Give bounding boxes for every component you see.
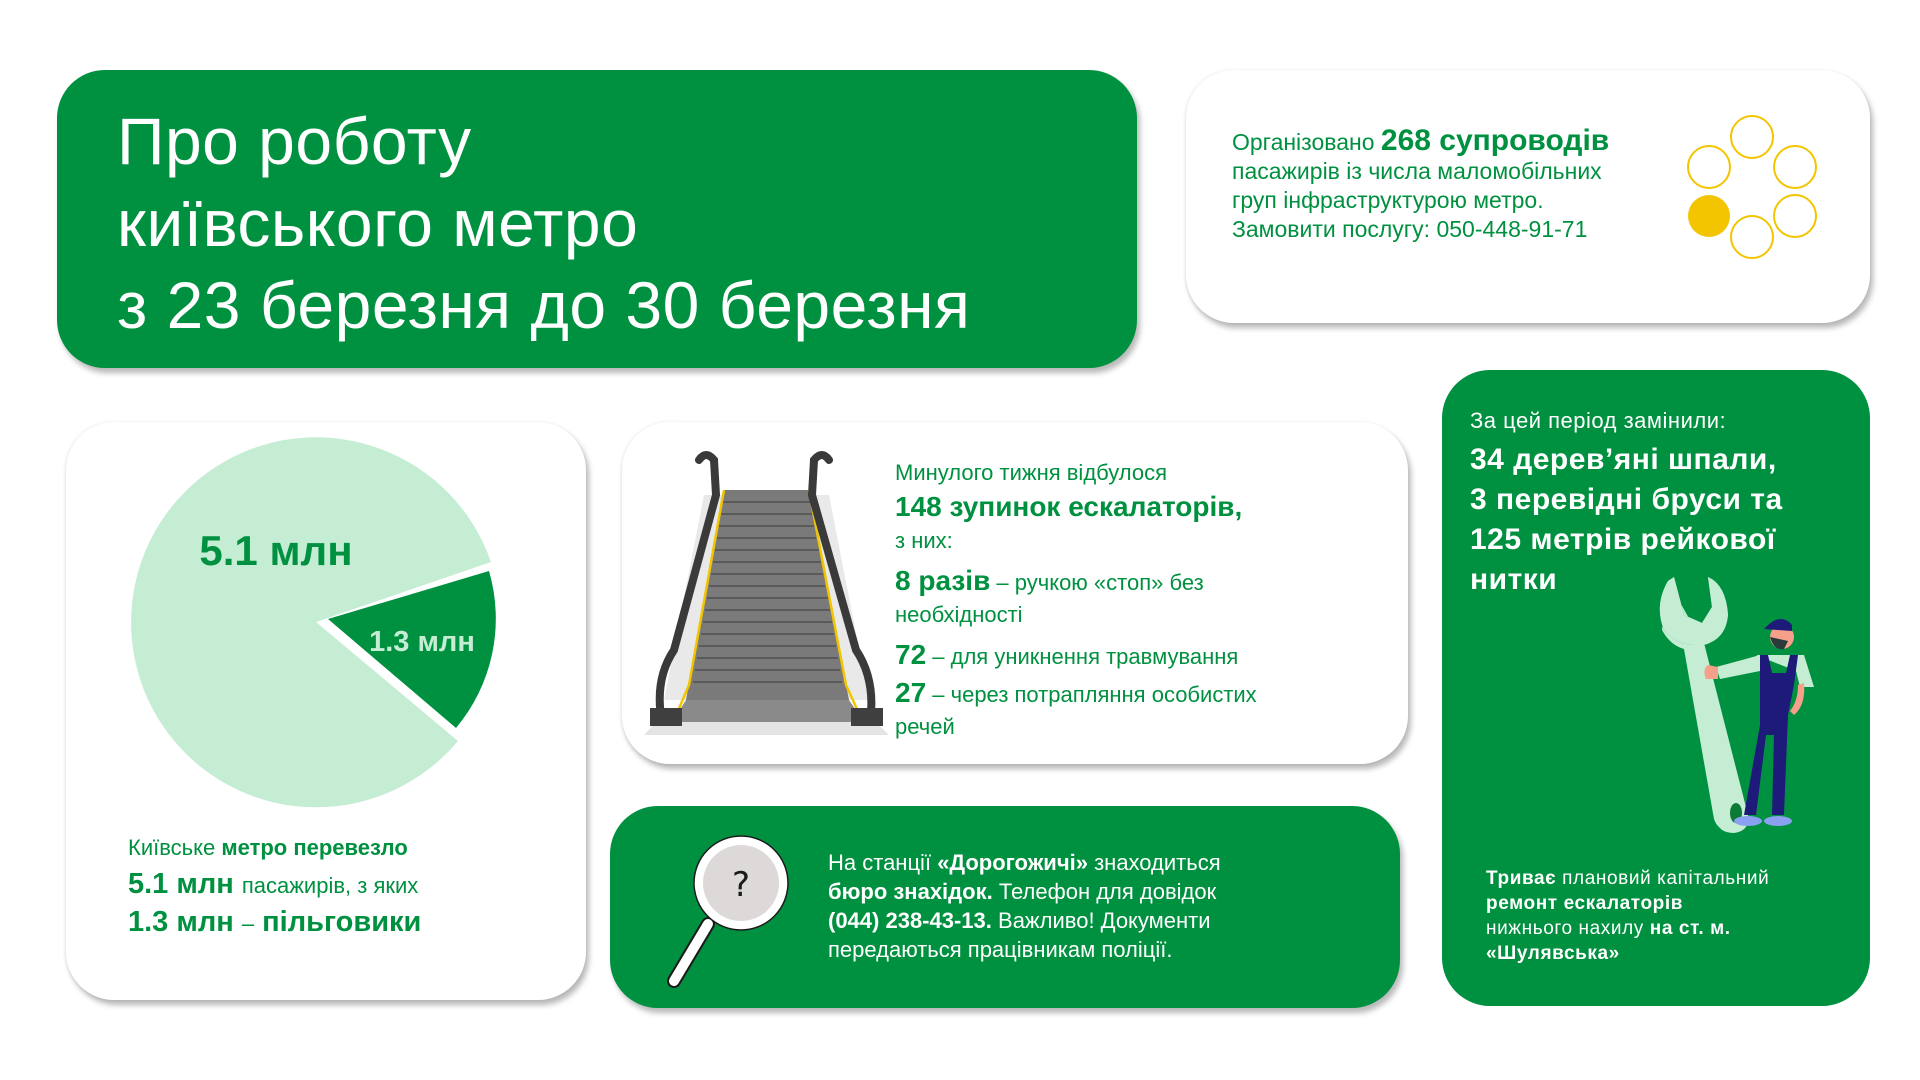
lost-line3-b: Важливо! Документи: [998, 908, 1211, 933]
repairs-line-3: 125 метрів рейкової: [1470, 523, 1776, 556]
escalator-illustration: [644, 450, 889, 740]
caption-line1-bold: метро перевезло: [221, 835, 408, 860]
title-line-1: Про роботу: [117, 104, 472, 178]
lost-bureau: бюро знахідок.: [828, 879, 993, 904]
accessibility-card: [1186, 70, 1870, 323]
pie-label-total: 5.1 млн: [199, 527, 353, 574]
escalator-of-them: з них:: [895, 528, 953, 553]
accessibility-line-3: груп інфраструктурою метро.: [1232, 187, 1544, 213]
escalator-item-count: 8 разів: [895, 565, 991, 596]
escalator-stops-card: [622, 422, 1408, 764]
escalator-item-text-cont: речей: [895, 714, 955, 739]
lost-phone: (044) 238-43-13.: [828, 908, 992, 933]
caption-line1-regular: Київське: [128, 835, 216, 860]
repairs-foot-l3-bold: на ст. м.: [1649, 918, 1731, 939]
escalator-stops-text: [895, 458, 1257, 742]
escalator-item-text: – через потрапляння особистих: [932, 682, 1257, 707]
ridership-caption: [128, 830, 421, 942]
accessibility-prefix: Організовано: [1232, 129, 1375, 155]
accessibility-text: [1232, 126, 1609, 244]
repairs-card: [1442, 370, 1870, 1006]
caption-line2-regular: пасажирів, з яких: [241, 873, 419, 898]
pie-label-benefit: 1.3 млн: [369, 626, 475, 658]
escalator-item-text: – для уникнення травмування: [932, 644, 1239, 669]
page-title: [117, 100, 970, 346]
repairs-foot-ongoing: Триває: [1486, 868, 1557, 889]
accessibility-phone: Замовити послугу: 050-448-91-71: [1232, 216, 1588, 242]
repairs-footer: [1486, 866, 1769, 966]
repairs-foot-l2: ремонт ескалаторів: [1486, 893, 1684, 914]
repairs-line-1: 34 дерев’яні шпали,: [1470, 443, 1777, 476]
lost-station-name: «Дорогожичі»: [937, 850, 1088, 875]
escalator-item-count: 27: [895, 677, 927, 708]
lost-line1-c: знаходиться: [1094, 850, 1221, 875]
repairs-line-2: 3 перевідні бруси та: [1470, 483, 1783, 516]
magnifier-question-icon: [650, 826, 790, 996]
repairs-foot-station: «Шулявська»: [1486, 943, 1620, 964]
accessibility-count: 268 супроводів: [1380, 124, 1610, 157]
caption-benefit: 1.3 млн: [128, 906, 234, 938]
repairs-foot-l3: нижнього нахилу: [1486, 918, 1644, 939]
worker-with-wrench-illustration: [1656, 575, 1846, 835]
lost-and-found-text: [828, 848, 1221, 964]
circles-ornament-icon: [1684, 114, 1834, 274]
repairs-line-4: нитки: [1470, 563, 1558, 596]
ridership-card: [66, 422, 586, 1000]
title-card: [57, 70, 1137, 368]
ridership-pie-chart: [66, 422, 586, 822]
lost-line4: передаються працівникам поліції.: [828, 937, 1173, 962]
repairs-foot-l1: плановий капітальний: [1562, 868, 1770, 889]
title-line-2: київського метро: [117, 186, 639, 260]
escalator-item-text-cont: необхідності: [895, 602, 1023, 627]
title-line-3: з 23 березня до 30 березня: [117, 268, 971, 342]
lost-line2-b: Телефон для довідок: [998, 879, 1217, 904]
caption-benefit-label: пільговики: [262, 906, 422, 938]
lost-line1-a: На станції: [828, 850, 932, 875]
escalator-headline: 148 зупинок ескалаторів,: [895, 491, 1243, 522]
repairs-heading: За цей період замінили:: [1470, 408, 1727, 433]
escalator-item-text: – ручкою «стоп» без: [996, 570, 1204, 595]
lost-and-found-card: [610, 806, 1400, 1008]
caption-dash: –: [241, 911, 255, 936]
escalator-intro: Минулого тижня відбулося: [895, 460, 1168, 485]
svg-text:?: ?: [731, 865, 751, 905]
caption-total: 5.1 млн: [128, 868, 234, 900]
escalator-item-count: 72: [895, 639, 927, 670]
accessibility-line-2: пасажирів із числа маломобільних: [1232, 158, 1602, 184]
